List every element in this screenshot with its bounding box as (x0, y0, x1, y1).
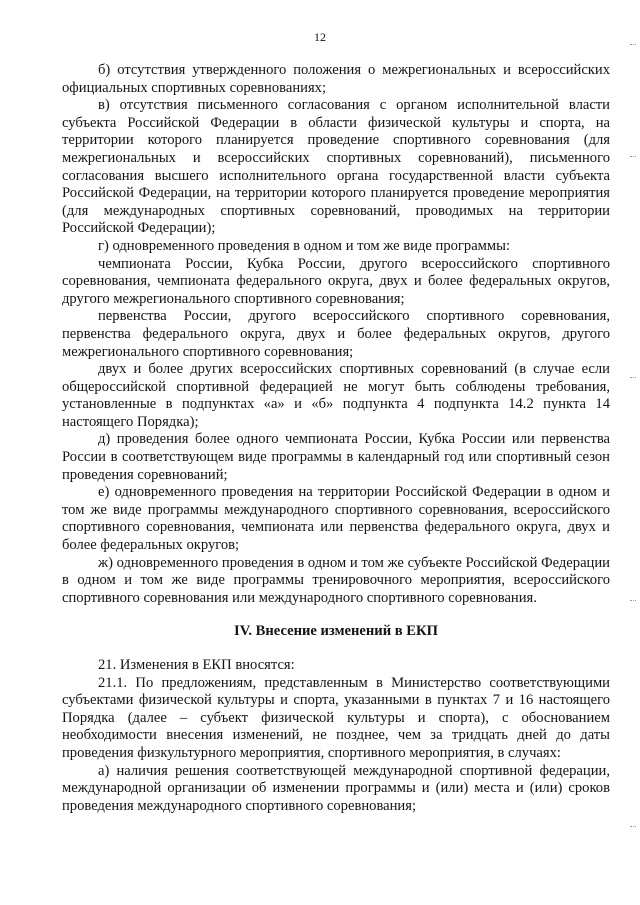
paragraph-item-v: в) отсутствия письменного согласования с органом исполнительной власти субъекта Российской Федерации в области физической культуры и спорта, на территории которого планируется проведение спортивного соревнования (для межрегиональных и всероссийских спортивных соревнований), письменного согласования высшего исполнительного органа государственной власти субъекта Российской Федерации, на территории которого планируется проведение мероприятия (для международных спортивных соревнований, проводимых на территории Российской Федерации); (62, 97, 610, 237)
section-heading: IV. Внесение изменений в ЕКП (234, 623, 438, 640)
paragraph-first-place: первенства России, другого всероссийского спортивного соревнования, первенства федерального округа, двух и более федеральных округов, другого межрегионального спортивного соревнования; (62, 308, 610, 360)
page-number: 12 (314, 30, 326, 44)
paragraph-21: 21. Изменения в ЕКП вносятся: (98, 657, 295, 673)
scan-edge-mark (630, 826, 636, 827)
paragraph-21-1: 21.1. По предложениям, представленным в Министерство соответствующими субъектами физической культуры и спорта, указанными в пунктах 7 и 16 настоящего Порядка (далее – субъект физической культуры и спорта), с обоснованием необходимости внесения изменений, не позднее, чем за тридцать дней до даты проведения физкультурного мероприятия, спортивного мероприятия, в случаях: (62, 674, 610, 761)
scan-edge-mark (630, 377, 636, 378)
document-body (62, 62, 610, 815)
paragraph-item-a: а) наличия решения соответствующей международной спортивной федерации, международной организации об изменении программы и (или) места и (или) сроков проведения международного спортивного соревнования; (62, 762, 610, 814)
paragraph-item-d: д) проведения более одного чемпионата России, Кубка России или первенства России в соответствующем виде программы в календарный год или спортивный сезон проведения соревнований; (62, 431, 610, 483)
paragraph-item-b: б) отсутствия утвержденного положения о межрегиональных и всероссийских официальных спортивных соревнованиях; (62, 62, 610, 96)
paragraph-item-e: е) одновременного проведения на территории Российской Федерации в одном и том же виде программы международного спортивного соревнования, всероссийского спортивного соревнования, чемпионата или первенства федерального округа, двух и более федеральных округов; (62, 484, 610, 554)
paragraph-item-zh: ж) одновременного проведения в одном и том же субъекте Российской Федерации в одном и том же виде программы тренировочного мероприятия, всероссийского спортивного соревнования или международного спортивного соревнования. (62, 554, 610, 606)
paragraph-championship: чемпионата России, Кубка России, другого всероссийского спортивного соревнования, чемпионата федерального округа, двух и более федеральных округов, другого межрегионального спортивного соревнования; (62, 255, 610, 307)
scan-edge-mark (630, 600, 636, 601)
paragraph-two-or-more: двух и более других всероссийских спортивных соревнований (в случае если общероссийской спортивной федерацией не могут быть соблюдены требования, установленные в подпунктах «а» и «б» подпункта 4 подпункта 14.2 пункта 14 настоящего Порядка); (62, 361, 610, 430)
scan-edge-mark (630, 156, 636, 157)
scan-edge-mark (630, 44, 636, 45)
paragraph-item-g: г) одновременного проведения в одном и том же виде программы: (98, 237, 511, 254)
